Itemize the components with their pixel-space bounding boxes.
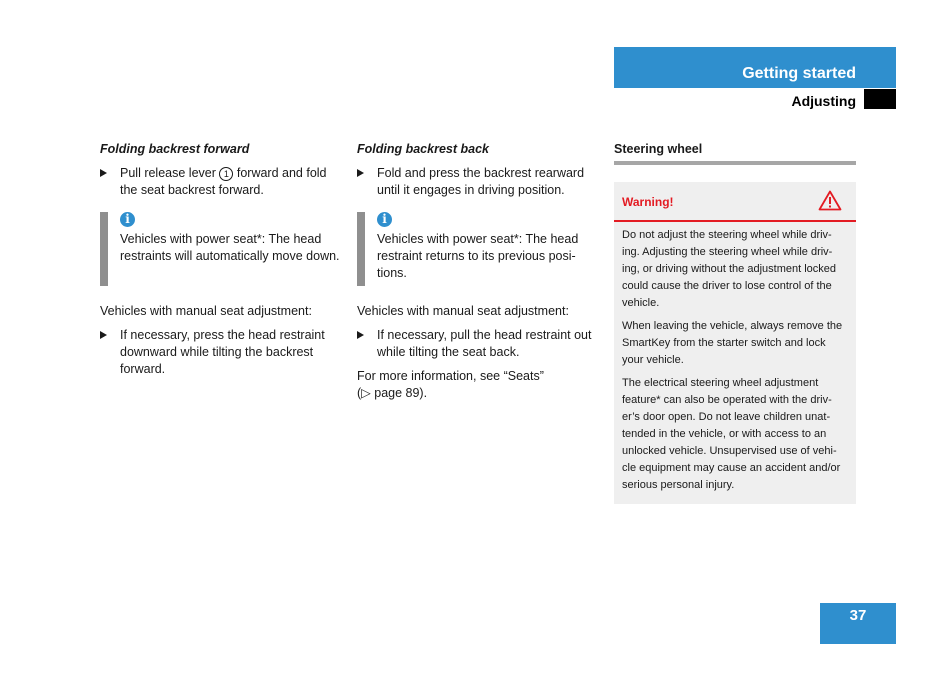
more-info-text: For more information, see “Seats” xyxy=(357,369,544,383)
info-icon: i xyxy=(120,212,135,227)
heading-rule xyxy=(614,161,856,165)
bullet-arrow-icon xyxy=(100,169,107,177)
step-press-head-restraint xyxy=(100,327,342,378)
section-title: Getting started xyxy=(742,65,856,82)
section-header-bar xyxy=(614,47,896,88)
step-text: Fold and press the backrest rearward until it engages in driving position. xyxy=(377,166,585,197)
warning-paragraph: Do not adjust the steering wheel while driv-ing. Adjusting the steering wheel while driv-ing, or driving without the adjustment locked could cause the driver to lose control of the vehicle. xyxy=(622,229,837,309)
manual-seat-intro: Vehicles with manual seat adjustment: xyxy=(100,304,312,318)
warning-triangle-icon xyxy=(818,190,842,211)
warning-paragraph: The electrical steering wheel adjustment feature* can also be operated with the driv-er’s door open. Do not leave children unat-tended in the vehicle, or with access to an unlocked vehicle. Unsupervised use of vehi-cle equipment may cause an accident and/or serious personal injury. xyxy=(622,377,841,491)
note-bar xyxy=(100,212,108,286)
warning-label: Warning! xyxy=(622,195,674,209)
column-folding-forward xyxy=(100,141,342,385)
info-note xyxy=(357,212,599,286)
step-pull-release-lever xyxy=(100,165,342,199)
callout-number-icon: 1 xyxy=(219,167,233,181)
warning-box xyxy=(614,182,856,504)
info-icon: i xyxy=(377,212,392,227)
heading-folding-back: Folding backrest back xyxy=(357,142,489,156)
note-bar xyxy=(357,212,365,286)
subsection-title: Adjusting xyxy=(791,93,856,109)
bullet-arrow-icon xyxy=(100,331,107,339)
column-steering-wheel xyxy=(614,141,856,504)
warning-body xyxy=(614,222,856,494)
page-reference-link[interactable]: (▷ page 89). xyxy=(357,386,428,400)
note-text: Vehicles with power seat*: The head restraint returns to its previous posi-tions. xyxy=(377,232,579,280)
step-text-after: forward and fold the seat backrest forward. xyxy=(120,166,327,197)
subsection-marker xyxy=(864,89,896,109)
heading-folding-forward: Folding backrest forward xyxy=(100,142,250,156)
step-pull-head-restraint xyxy=(357,327,599,361)
more-info-reference xyxy=(357,368,599,402)
bullet-arrow-icon xyxy=(357,169,364,177)
page-number: 37 xyxy=(820,603,896,644)
step-text: If necessary, press the head restraint downward while tilting the backrest forward. xyxy=(120,328,325,376)
heading-steering-wheel: Steering wheel xyxy=(614,142,703,156)
info-note xyxy=(100,212,342,286)
warning-paragraph: When leaving the vehicle, always remove the SmartKey from the starter switch and lock your vehicle. xyxy=(622,320,843,366)
step-text: If necessary, pull the head restraint out while tilting the seat back. xyxy=(377,328,592,359)
column-folding-back xyxy=(357,141,599,409)
warning-header xyxy=(614,182,856,222)
manual-seat-intro: Vehicles with manual seat adjustment: xyxy=(357,304,569,318)
step-text-before: Pull release lever xyxy=(120,166,216,180)
step-fold-backrest xyxy=(357,165,599,199)
bullet-arrow-icon xyxy=(357,331,364,339)
note-text: Vehicles with power seat*: The head restraints will automatically move down. xyxy=(120,232,340,263)
